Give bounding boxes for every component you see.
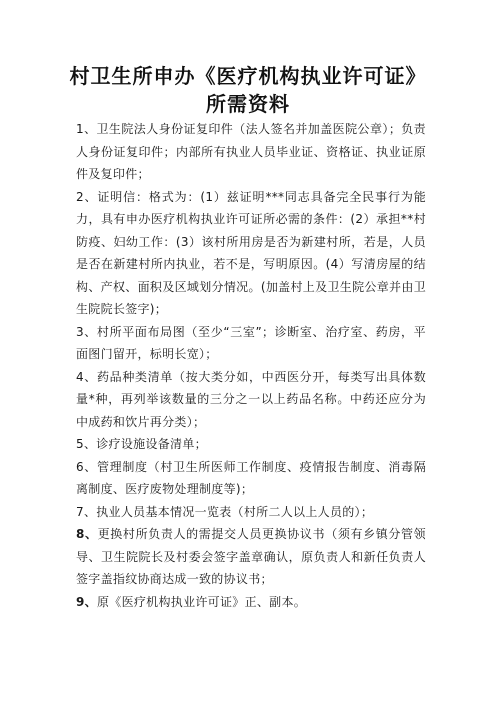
item-number: 5 bbox=[76, 437, 84, 451]
item-number: 6 bbox=[76, 459, 84, 474]
item-text: 管理制度（村卫生所医师工作制度、疫情报告制度、消毒隔离制度、医疗废物处理制度等)； bbox=[76, 459, 426, 496]
requirements-list bbox=[76, 118, 426, 613]
item-text: 执业人员基本情况一览表（村所二人以上人员的）； bbox=[96, 504, 374, 519]
item-number: 7 bbox=[76, 504, 84, 519]
item-number: 4 bbox=[76, 369, 84, 384]
document-title-line2: 所需资料 bbox=[206, 92, 290, 116]
item-separator: 、 bbox=[83, 437, 97, 451]
requirement-item-4 bbox=[76, 366, 426, 434]
item-text: 药品种类清单（按大类分如，中西医分开，每类写出具体数量*种，再列举该数量的三分之一以上药品名称。中药还应分为中成药和饮片再分类）； bbox=[76, 369, 426, 429]
item-number: 9 bbox=[76, 594, 85, 609]
item-number: 2 bbox=[76, 189, 84, 204]
item-text: 证明信：格式为：(1）兹证明***同志具备完全民事行为能力，具有申办医疗机构执业许可证所必需的条件：(2）承担**村防疫、妇幼工作：(3）该村所用房是否为新建村所，若是，人员是否在新建村所内执业，若不是，写明原因。(4）写清房屋的结构、产权、面积及区域划分情况。(加盖村上及卫生院公章并由卫生院院长签字)； bbox=[76, 189, 426, 316]
item-separator: 、 bbox=[83, 122, 97, 136]
document-title-line1: 村卫生所申办《医疗机构执业许可证》 bbox=[69, 64, 427, 88]
item-text: 更换村所负责人的需提交人员更换协议书（须有乡镇分管领导、卫生院院长及村委会签字盖章确认，原负责人和新任负责人签字盖指纹协商达成一致的协议书； bbox=[76, 527, 426, 586]
item-number: 1 bbox=[76, 122, 84, 136]
item-text: 原《医疗机构执业许可证》正、副本。 bbox=[96, 594, 307, 609]
item-text: 村所平面布局图（至少“三室”；诊断室、治疗室、药房，平面图门留开，标明长宽）； bbox=[76, 324, 426, 361]
item-separator: 、 bbox=[83, 504, 97, 519]
requirement-item-8 bbox=[76, 523, 426, 591]
item-number: 8 bbox=[76, 527, 85, 541]
item-separator: 、 bbox=[84, 527, 98, 541]
item-text: 诊疗设施设备清单； bbox=[96, 437, 207, 451]
requirement-item-2 bbox=[76, 186, 426, 321]
requirement-item-3 bbox=[76, 321, 426, 366]
requirement-item-5 bbox=[76, 433, 426, 456]
requirement-item-1 bbox=[76, 118, 426, 186]
requirement-item-9 bbox=[76, 591, 426, 614]
item-separator: 、 bbox=[83, 459, 97, 474]
requirement-item-7 bbox=[76, 501, 426, 524]
item-separator: 、 bbox=[83, 189, 98, 204]
item-text: 卫生院法人身份证复印件（法人签名并加盖医院公章）；负责人身份证复印件；内部所有执业人员毕业证、资格证、执业证原件及复印件； bbox=[76, 122, 426, 181]
item-separator: 、 bbox=[83, 324, 97, 339]
item-separator: 、 bbox=[84, 594, 97, 609]
item-number: 3 bbox=[76, 324, 84, 339]
item-separator: 、 bbox=[83, 369, 97, 384]
requirement-item-6 bbox=[76, 456, 426, 501]
